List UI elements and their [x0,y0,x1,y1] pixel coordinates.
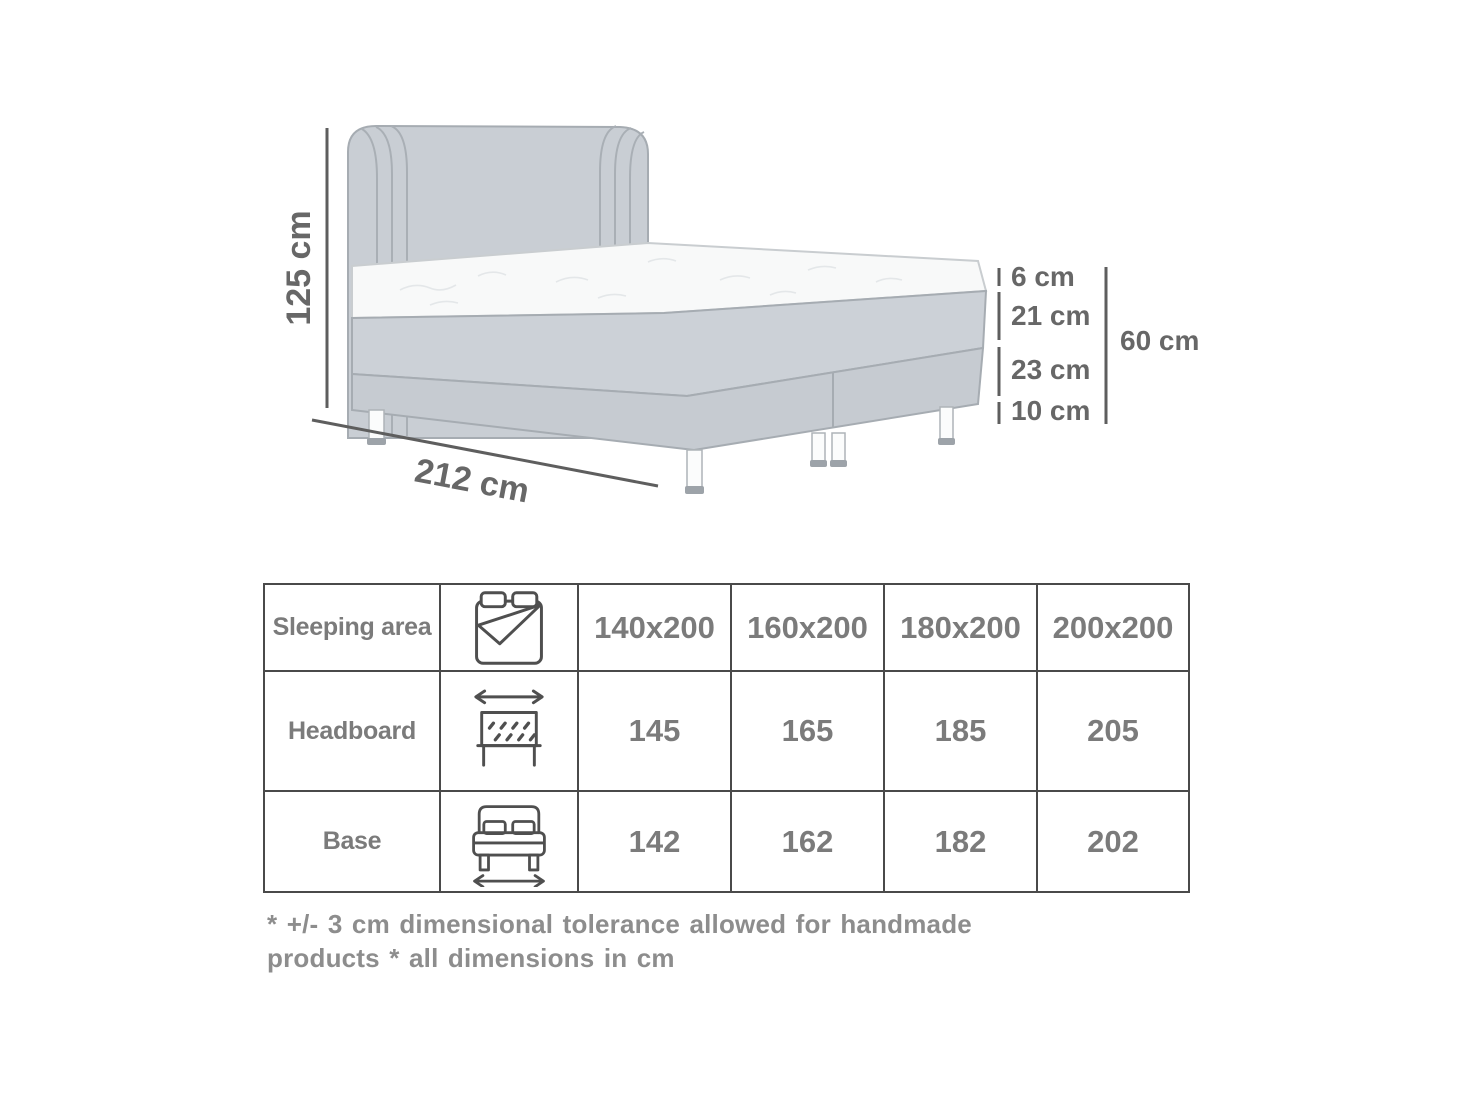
size-cell: 205 [1037,671,1189,791]
size-cell: 142 [578,791,731,892]
bed-leg [685,450,704,494]
table-row-base [264,791,1189,892]
total-height-label: 60 cm [1120,325,1200,356]
size-cell: 185 [884,671,1037,791]
table-row-headboard [264,671,1189,791]
size-cell: 180x200 [884,584,1037,671]
size-cell: 165 [731,671,884,791]
bed-leg [810,433,827,467]
layer-label-topper: 6 cm [1011,261,1075,292]
footnote-line-2: products * all dimensions in cm [267,943,675,973]
row-label-sleeping-area: Sleeping area [264,584,440,671]
layer-label-base: 23 cm [1011,354,1091,385]
headboard-width-icon [470,689,548,773]
bed-leg [367,410,386,445]
bed-top-view-icon [473,590,545,666]
footnote-line-1: * +/- 3 cm dimensional tolerance allowed for handmade [267,909,972,939]
table-row-sleeping-area [264,584,1189,671]
size-cell: 140x200 [578,584,731,671]
height-dimension-label: 125 cm [280,210,318,326]
size-cell: 145 [578,671,731,791]
footnote [267,907,972,975]
layer-label-legs: 10 cm [1011,395,1091,426]
size-cell: 182 [884,791,1037,892]
size-cell: 200x200 [1037,584,1189,671]
size-cell: 202 [1037,791,1189,892]
length-dimension-label: 212 cm [411,451,533,511]
dimensions-table [263,583,1190,893]
row-label-base: Base [264,791,440,892]
size-cell: 162 [731,791,884,892]
icon-cell [440,791,578,892]
bed-leg [938,407,955,445]
bed-front-width-icon [468,797,550,887]
layer-label-mattress: 21 cm [1011,300,1091,331]
size-cell: 160x200 [731,584,884,671]
icon-cell [440,671,578,791]
icon-cell [440,584,578,671]
bed-leg [830,433,847,467]
row-label-headboard: Headboard [264,671,440,791]
